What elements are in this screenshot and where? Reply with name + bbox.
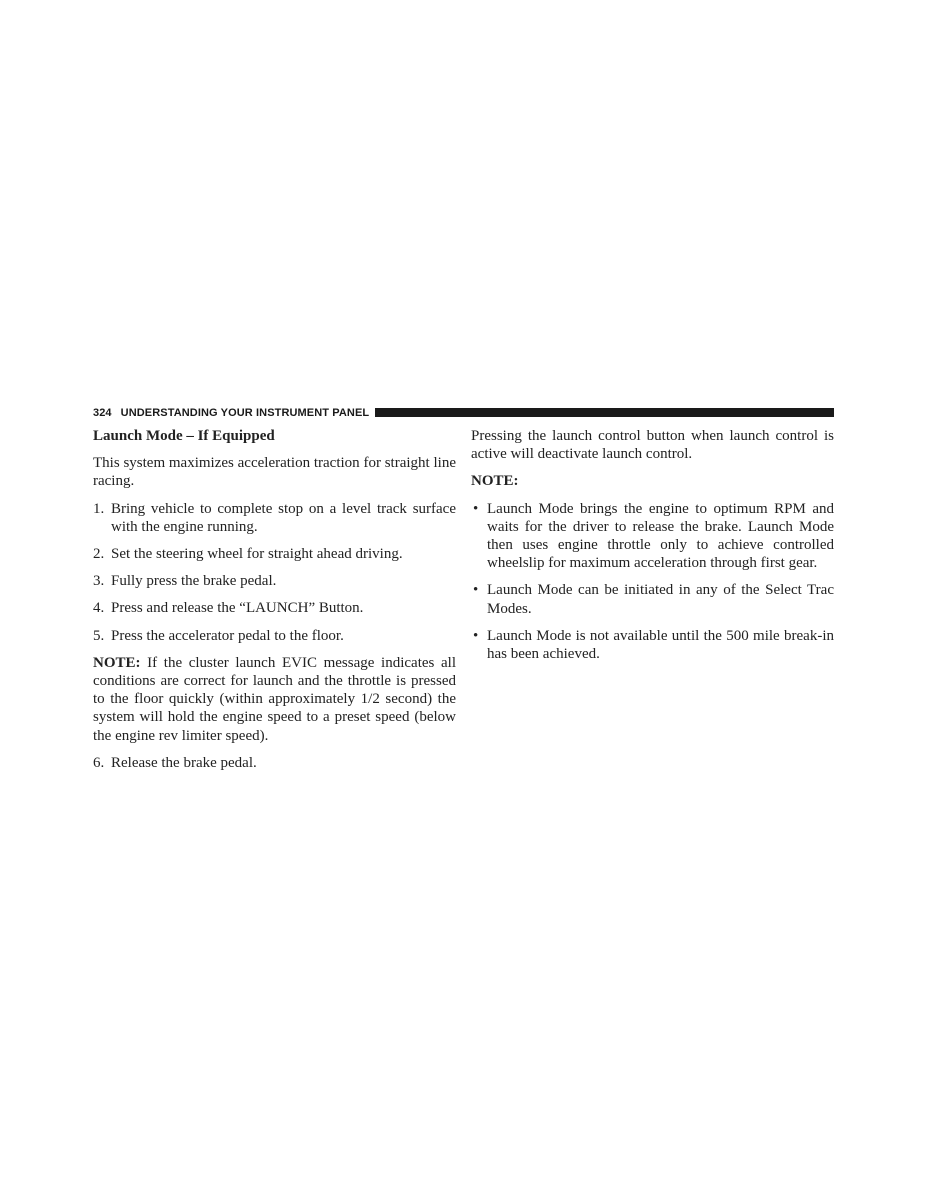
right-column bbox=[471, 427, 834, 672]
step-text: Set the steering wheel for straight ahead driving. bbox=[111, 546, 403, 563]
list-item bbox=[471, 500, 834, 573]
bullet-text: Launch Mode is not available until the 500 mile break-in has been achieved. bbox=[487, 627, 834, 663]
bullet-text: Launch Mode brings the engine to optimum RPM and waits for the driver to release the brake. Launch Mode then uses engine throttle only to achieve controlled wheelslip for maximum acceleration through first gear. bbox=[487, 500, 834, 572]
note-label: NOTE: bbox=[93, 654, 141, 671]
bullet-icon: • bbox=[473, 500, 479, 517]
list-item bbox=[93, 572, 456, 590]
step-number: 4. bbox=[93, 600, 105, 617]
bullet-icon: • bbox=[473, 582, 479, 599]
step-number: 5. bbox=[93, 627, 105, 644]
note-label: NOTE: bbox=[471, 473, 519, 490]
intro-paragraph: This system maximizes acceleration traction for straight line racing. bbox=[93, 455, 456, 490]
bullet-list bbox=[471, 500, 834, 664]
list-item bbox=[471, 581, 834, 617]
list-item bbox=[93, 627, 456, 645]
step-text: Press and release the “LAUNCH” Button. bbox=[111, 600, 364, 617]
note-text: If the cluster launch EVIC message indicates all conditions are correct for launch and the throttle is pressed to the floor quickly (within approximately 1/2 second) the system will hold the engine speed to a preset speed (below the engine rev limiter speed). bbox=[93, 654, 456, 744]
step-text: Press the accelerator pedal to the floor. bbox=[111, 627, 344, 644]
step-number: 3. bbox=[93, 573, 105, 590]
section-heading: Launch Mode – If Equipped bbox=[93, 428, 275, 444]
note-paragraph bbox=[93, 654, 456, 745]
list-item bbox=[93, 545, 456, 563]
list-item bbox=[93, 599, 456, 617]
list-item bbox=[93, 500, 456, 536]
page-number: 324 bbox=[93, 406, 112, 419]
step-number: 1. bbox=[93, 500, 105, 517]
list-item bbox=[471, 627, 834, 663]
final-step-list bbox=[93, 754, 456, 772]
page-header bbox=[93, 405, 834, 420]
list-item bbox=[93, 754, 456, 772]
step-text: Release the brake pedal. bbox=[111, 754, 257, 771]
bullet-icon: • bbox=[473, 627, 479, 644]
step-text: Fully press the brake pedal. bbox=[111, 573, 277, 590]
intro-paragraph: Pressing the launch control button when launch control is active will deactivate launch control. bbox=[471, 428, 834, 463]
steps-list bbox=[93, 500, 456, 645]
step-number: 2. bbox=[93, 546, 105, 563]
left-column bbox=[93, 427, 456, 781]
step-number: 6. bbox=[93, 754, 105, 771]
step-text: Bring vehicle to complete stop on a level track surface with the engine running. bbox=[111, 500, 456, 535]
bullet-text: Launch Mode can be initiated in any of the Select Trac Modes. bbox=[487, 582, 834, 617]
header-rule bbox=[375, 408, 834, 417]
section-title: UNDERSTANDING YOUR INSTRUMENT PANEL bbox=[120, 406, 370, 419]
